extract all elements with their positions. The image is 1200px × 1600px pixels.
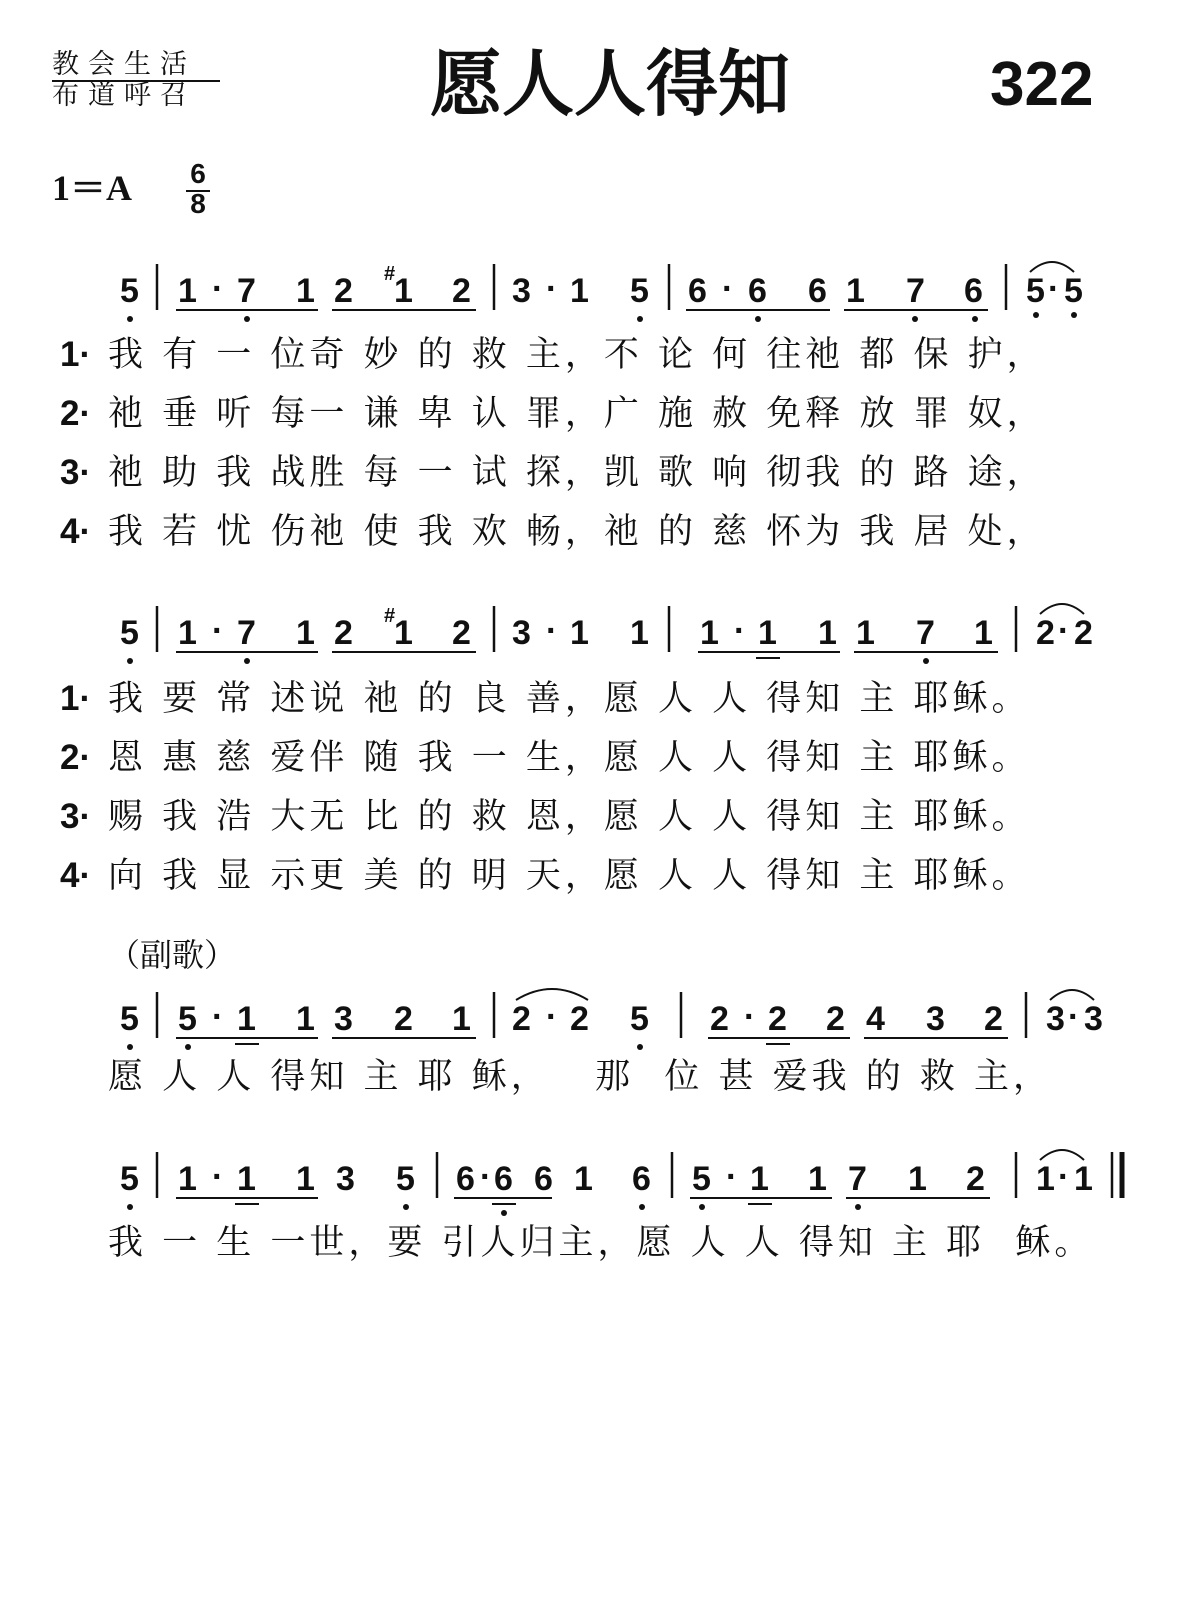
note: 1	[394, 614, 413, 652]
key-signature: 1＝A	[52, 168, 132, 208]
note: 1	[630, 614, 649, 652]
underline-dots	[127, 658, 929, 664]
category-line-2: 布道呼召	[52, 80, 196, 111]
hymn-number: 322	[990, 50, 1094, 119]
note: 2	[334, 614, 353, 652]
verse-number: 3·	[60, 797, 92, 836]
note: 5	[1026, 272, 1045, 310]
note: 3	[512, 272, 531, 310]
verse-number: 2·	[60, 738, 92, 777]
sharp: #	[384, 605, 396, 627]
note: 5	[120, 272, 139, 310]
verse-3-line-a	[60, 452, 1046, 494]
note: 1	[296, 614, 315, 652]
note: 2	[394, 1000, 413, 1038]
system-4	[120, 1150, 1122, 1216]
note: 1	[237, 1160, 256, 1198]
note: ·	[1058, 1158, 1070, 1196]
note: 3	[512, 614, 531, 652]
lyric-text: 向 我 显 示更 美 的 明 天，愿 人 人 得知 主 耶稣。	[108, 856, 1031, 896]
note: 5	[120, 1000, 139, 1038]
note: 3	[336, 1160, 355, 1198]
note: 1	[452, 1000, 471, 1038]
note: 1	[750, 1160, 769, 1198]
note: 7	[906, 272, 925, 310]
verse-number: 4·	[60, 856, 92, 895]
note: 1	[758, 614, 777, 652]
note: 6	[632, 1160, 651, 1198]
note: 2	[1074, 614, 1093, 652]
note: 5	[630, 272, 649, 310]
note: 6	[748, 272, 767, 310]
note: 1	[856, 614, 875, 652]
note: 2	[334, 272, 353, 310]
note: 1	[846, 272, 865, 310]
note: 1	[974, 614, 993, 652]
verse-4-line-a	[60, 511, 1046, 553]
time-signature-bottom: 8	[190, 188, 206, 219]
note: 1	[700, 614, 719, 652]
lyric-text: 恩 惠 慈 爱伴 随 我 一 生，愿 人 人 得知 主 耶稣。	[108, 738, 1031, 778]
note: 2	[966, 1160, 985, 1198]
category-line-1: 教会生活	[52, 49, 196, 80]
lyric-text: 我 有 一 位奇 妙 的 救 主，不 论 何 往祂 都 保 护，	[108, 335, 1046, 375]
note: ·	[744, 998, 756, 1036]
note: 5	[692, 1160, 711, 1198]
underline-dots	[127, 1044, 643, 1050]
note: 5	[120, 614, 139, 652]
note: ·	[212, 270, 224, 308]
note: 3	[334, 1000, 353, 1038]
hymn-title: 愿人人得知	[430, 42, 791, 126]
note: 6	[688, 272, 707, 310]
note: 3	[1046, 1000, 1065, 1038]
note: 1	[570, 272, 589, 310]
note: 7	[848, 1160, 867, 1198]
note: 6	[964, 272, 983, 310]
note: ·	[722, 270, 734, 308]
note: 1	[574, 1160, 593, 1198]
note: 1	[178, 1160, 197, 1198]
note: ·	[1048, 270, 1060, 308]
note: 1	[178, 614, 197, 652]
lyric-text: 赐 我 浩 大无 比 的 救 恩，愿 人 人 得知 主 耶稣。	[108, 797, 1031, 837]
note: 6	[494, 1160, 513, 1198]
verse-number: 3·	[60, 453, 92, 492]
note: 1	[808, 1160, 827, 1198]
note: 5	[630, 1000, 649, 1038]
note: 1	[818, 614, 837, 652]
verse-number: 1·	[60, 679, 92, 718]
note: ·	[1058, 612, 1070, 650]
lyric-text: 我 要 常 述说 祂 的 良 善，愿 人 人 得知 主 耶稣。	[108, 679, 1031, 719]
note: 7	[916, 614, 935, 652]
note: 1	[1074, 1160, 1093, 1198]
note: ·	[726, 1158, 738, 1196]
note: 2	[710, 1000, 729, 1038]
note: ·	[212, 1158, 224, 1196]
note: 5	[1064, 272, 1083, 310]
note: 1	[237, 1000, 256, 1038]
note: 1	[296, 272, 315, 310]
note: ·	[480, 1158, 492, 1196]
verse-number: 1·	[60, 335, 92, 374]
note: 6	[808, 272, 827, 310]
note: 2	[768, 1000, 787, 1038]
sharp: #	[384, 263, 396, 285]
note: 2	[452, 272, 471, 310]
note: 1	[1036, 1160, 1055, 1198]
note: 2	[452, 614, 471, 652]
lyric-text: 我 若 忧 伤祂 使 我 欢 畅，祂 的 慈 怀为 我 居 处，	[108, 512, 1046, 552]
underline-dots	[127, 1204, 861, 1216]
time-signature-top: 6	[190, 158, 206, 189]
chorus-line-2: 我 一 生 一世，要 引人归主，愿 人 人 得知 主 耶 稣。	[108, 1223, 1094, 1263]
note: ·	[1068, 998, 1080, 1036]
verse-2-line-a	[60, 393, 1046, 435]
verse-number: 2·	[60, 394, 92, 433]
note: 2	[512, 1000, 531, 1038]
chorus-label: （副歌）	[108, 936, 237, 974]
beams	[176, 1198, 990, 1204]
note: 1	[296, 1160, 315, 1198]
verse-4-line-b	[60, 855, 1031, 897]
note: 2	[1036, 614, 1055, 652]
system-2	[120, 604, 1093, 664]
note: 1	[296, 1000, 315, 1038]
note: 3	[1084, 1000, 1103, 1038]
barlines	[157, 992, 1026, 1038]
beams	[176, 652, 998, 658]
note: 5	[120, 1160, 139, 1198]
note: ·	[212, 998, 224, 1036]
note: 2	[826, 1000, 845, 1038]
lyric-text: 祂 助 我 战胜 每 一 试 探，凯 歌 响 彻我 的 路 途，	[108, 453, 1046, 493]
note: 5	[178, 1000, 197, 1038]
underline-dots	[127, 312, 1077, 322]
note: 7	[237, 614, 256, 652]
note: ·	[546, 998, 558, 1036]
note: 5	[396, 1160, 415, 1198]
note: 2	[984, 1000, 1003, 1038]
note: ·	[546, 612, 558, 650]
beams	[176, 1038, 1008, 1044]
note: 6	[456, 1160, 475, 1198]
note: ·	[546, 270, 558, 308]
chorus-line-1: 愿 人 人 得知 主 耶 稣， 那 位 甚 爱我 的 救 主，	[108, 1057, 1053, 1097]
lyric-text: 祂 垂 听 每一 谦 卑 认 罪，广 施 赦 免释 放 罪 奴，	[108, 394, 1046, 434]
note: ·	[734, 612, 746, 650]
note: 1	[908, 1160, 927, 1198]
note: 1	[570, 614, 589, 652]
note: 6	[534, 1160, 553, 1198]
note: 2	[570, 1000, 589, 1038]
note: 3	[926, 1000, 945, 1038]
note: ·	[212, 612, 224, 650]
verse-3-line-b	[60, 796, 1031, 838]
verse-number: 4·	[60, 512, 92, 551]
verse-2-line-b	[60, 737, 1031, 779]
verse-1-line-b	[60, 678, 1031, 720]
system-3	[120, 989, 1103, 1050]
note: 1	[178, 272, 197, 310]
note: 7	[237, 272, 256, 310]
system-1	[120, 262, 1083, 322]
verse-1-line-a	[60, 334, 1046, 376]
note: 4	[866, 1000, 885, 1038]
note: 1	[394, 272, 413, 310]
